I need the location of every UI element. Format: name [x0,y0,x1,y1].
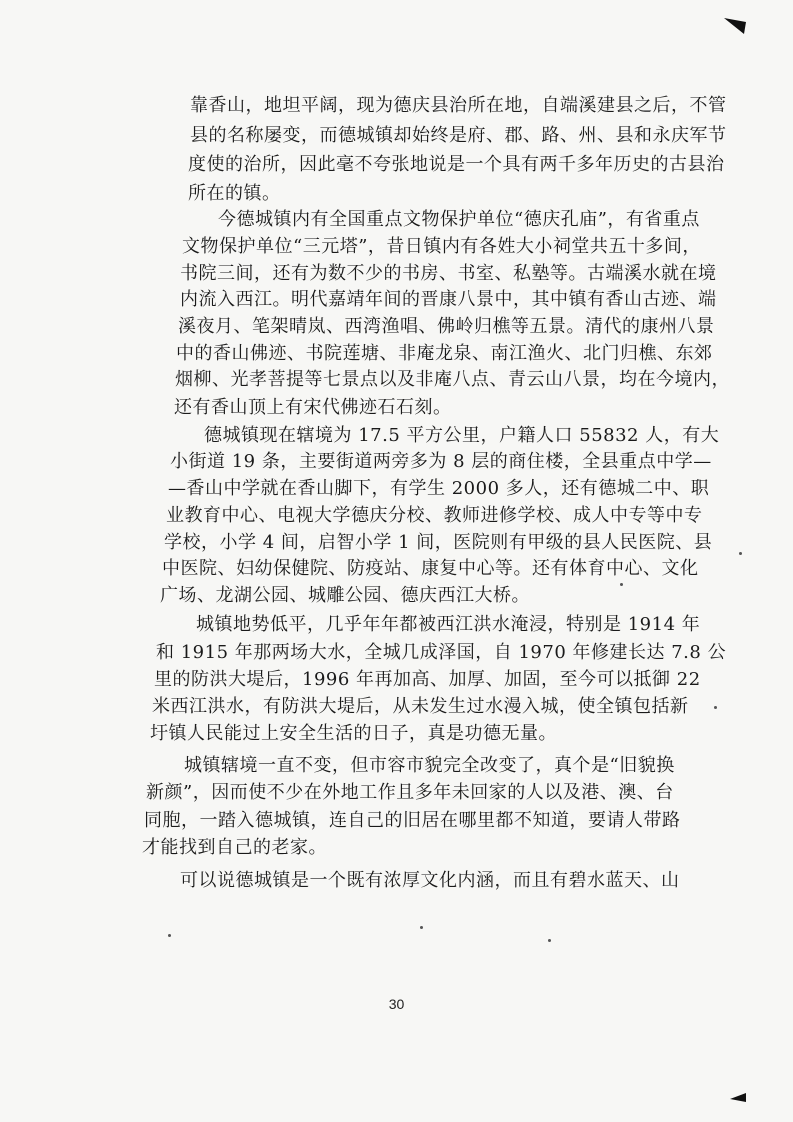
text-line: 内流入西江。明代嘉靖年间的晋康八景中，其中镇有香山古迹、端 [180,289,717,310]
scan-speck [548,939,551,942]
text-line: 广场、龙湖公园、城雕公园、德庆西江大桥。 [160,585,530,606]
text-line: 文物保护单位“三元塔”，昔日镇内有各姓大小祠堂共五十多间， [182,236,701,257]
text-line: 圩镇人民能过上安全生活的日子，真是功德无量。 [150,723,557,744]
text-line: 学校，小学 4 间，启智小学 1 间，医院则有甲级的县人民医院、县 [164,532,713,553]
text-line: 业教育中心、电视大学德庆分校、教师进修学校、成人中专等中专 [166,505,703,526]
text-line: 和 1915 年那两场大水，全城几成泽国，自 1970 年修建长达 7.8 公 [156,642,727,663]
text-line: 新颜”，因而使不少在外地工作且多年未回家的人以及港、澳、台 [146,782,674,803]
corner-mark-top-right-icon [724,18,748,36]
text-line: 城镇辖境一直不变，但市容市貌完全改变了，真个是“旧貌换 [184,755,675,776]
scan-speck [420,926,423,929]
text-line: 可以说德城镇是一个既有浓厚文化内涵，而且有碧水蓝天、山 [180,870,680,891]
text-line: 才能找到自己的老家。 [142,837,327,858]
text-line: 中医院、妇幼保健院、防疫站、康复中心等。还有体育中心、文化 [162,558,699,579]
scan-speck [714,706,717,709]
scan-speck [168,934,171,937]
text-line: 还有香山顶上有宋代佛迹石石刻。 [174,397,452,418]
text-line: 小街道 19 条，主要街道两旁多为 8 层的商住楼，全县重点中学— [170,451,712,472]
scan-speck [620,583,623,586]
scan-speck [739,552,742,555]
text-line: 德城镇现在辖境为 17.5 平方公里，户籍人口 55832 人，有大 [204,425,720,446]
text-line: 度使的治所，因此毫不夸张地说是一个具有两千多年历史的古县治 [188,154,725,175]
text-line: 溪夜月、笔架晴岚、西湾渔唱、佛岭归樵等五景。清代的康州八景 [178,316,715,337]
text-line: 城镇地势低平，几乎年年都被西江洪水淹浸，特别是 1914 年 [196,614,701,635]
text-line: 书院三间，还有为数不少的书房、书室、私塾等。古端溪水就在境 [180,263,717,284]
text-line: 今德城镇内有全国重点文物保护单位“德庆孔庙”，有省重点 [218,209,700,230]
text-line: 靠香山，地坦平阔，现为德庆县治所在地，自端溪建县之后，不管 [190,95,727,116]
text-line: 米西江洪水，有防洪大堤后，从未发生过水漫入城，使全镇包括新 [152,696,689,717]
text-line: —香山中学就在香山脚下，有学生 2000 多人，还有德城二中、职 [168,478,710,499]
text-line: 同胞，一踏入德城镇，连自己的旧居在哪里都不知道，要请人带路 [144,810,681,831]
text-line: 县的名称屡变，而德城镇却始终是府、郡、路、州、县和永庆军节 [190,125,727,146]
corner-mark-bottom-right-icon [730,1093,746,1103]
text-line: 中的香山佛迹、书院莲塘、非庵龙泉、南江渔火、北门归樵、东郊 [176,343,713,364]
text-line: 所在的镇。 [188,183,281,204]
text-line: 烟柳、光孝菩提等七景点以及非庵八点、青云山八景，均在今境内， [175,369,730,390]
text-line: 里的防洪大堤后，1996 年再加高、加厚、加固，至今可以抵御 22 [154,669,701,690]
page-number: 30 [388,996,405,1012]
